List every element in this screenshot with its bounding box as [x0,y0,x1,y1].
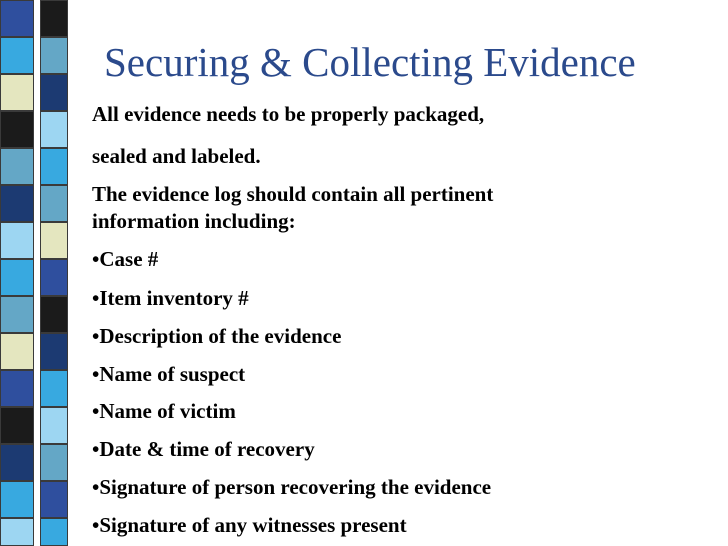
stripe-block [40,185,68,222]
list-item [92,364,245,385]
paragraph-line: The evidence log should contain all pertinent [92,182,494,206]
decorative-side-stripe [0,0,80,546]
paragraph-line: information including: [92,209,296,233]
stripe-block [40,333,68,370]
stripe-block [40,518,68,546]
stripe-block [0,37,34,74]
stripe-block [0,0,34,37]
list-item [92,515,407,536]
bullet-text: Case # [99,247,159,271]
bullet-glyph: • [92,362,100,386]
stripe-block [40,0,68,37]
stripe-block [0,148,34,185]
list-item [92,401,236,422]
bullet-glyph: • [92,399,100,423]
stripe-block [40,407,68,444]
paragraph-line: All evidence needs to be properly packaged, [92,102,485,126]
stripe-block [0,518,34,546]
bullet-text: Date & time of recovery [99,437,315,461]
stripe-block [0,444,34,481]
stripe-block [40,370,68,407]
list-item [92,249,158,270]
bullet-glyph: • [92,247,100,271]
list-item [92,326,341,347]
stripe-block [40,296,68,333]
paragraph-line: sealed and labeled. [92,144,261,168]
bullet-glyph: • [92,437,100,461]
bullet-glyph: • [92,324,100,348]
stripe-block [0,296,34,333]
stripe-block [0,74,34,111]
bullet-glyph: • [92,286,100,310]
stripe-block [40,37,68,74]
stripe-block [0,407,34,444]
bullet-text: Signature of person recovering the evidence [99,475,492,499]
stripe-block [0,481,34,518]
list-item [92,477,491,498]
bullet-text: Name of victim [99,399,236,423]
bullet-glyph: • [92,513,100,537]
stripe-block [40,74,68,111]
stripe-block [0,222,34,259]
list-item [92,288,249,309]
stripe-block [40,148,68,185]
stripe-block [40,222,68,259]
bullet-text: Item inventory # [99,286,249,310]
stripe-block [40,259,68,296]
list-item [92,439,315,460]
stripe-block [0,185,34,222]
stripe-block [40,444,68,481]
bullet-text: Description of the evidence [99,324,342,348]
slide-title: Securing & Collecting Evidence [104,39,636,85]
bullet-glyph: • [92,475,100,499]
stripe-block [0,259,34,296]
stripe-block [0,370,34,407]
stripe-block [0,111,34,148]
stripe-block [40,111,68,148]
stripe-block [40,481,68,518]
bullet-text: Signature of any witnesses present [99,513,407,537]
stripe-block [0,333,34,370]
bullet-text: Name of suspect [99,362,246,386]
